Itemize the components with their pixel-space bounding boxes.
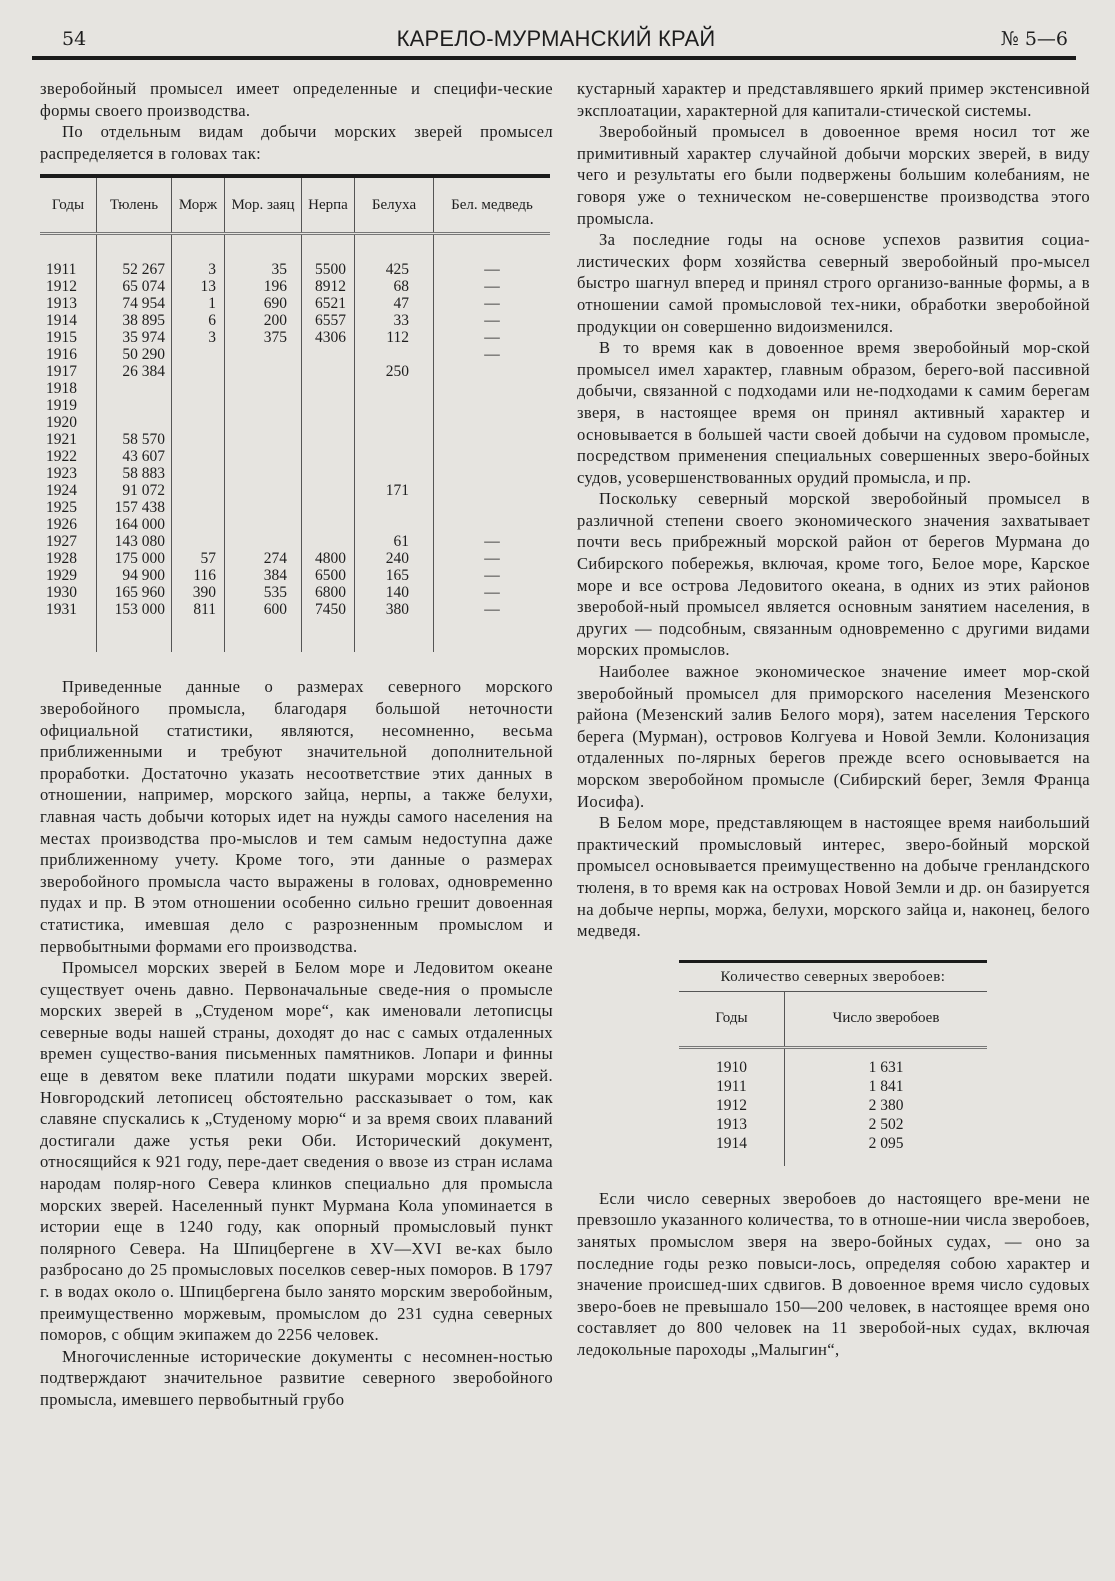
cell-year: 1911 [679, 1077, 785, 1096]
spacer-cell [302, 234, 355, 262]
body-paragraph: кустарный характер и представлявшего яркий пример экстенсивной эксплоатации, характерной для капитали-стической системы. [577, 79, 1090, 120]
cell-polar-bear: — [484, 278, 500, 296]
table-row [40, 465, 550, 482]
cell-polar-bear [434, 516, 551, 533]
cell-year: 1924 [40, 482, 97, 499]
table-row [40, 363, 550, 380]
cell-walrus [172, 533, 225, 550]
spacer-cell [97, 618, 172, 652]
cell-polar-bear: — [484, 533, 500, 551]
running-header [36, 24, 1076, 60]
cell-seal: 52 267 [97, 261, 172, 278]
table-caption: Количество северных зверобоев: [679, 960, 987, 992]
cell-year: 1927 [40, 533, 97, 550]
cell-ringed-seal [302, 516, 355, 533]
cell-year: 1913 [40, 295, 97, 312]
cell-polar-bear: — [484, 584, 500, 602]
cell-year: 1923 [40, 465, 97, 482]
cell-polar-bear [434, 482, 551, 499]
spacer-cell [225, 234, 302, 262]
cell-polar-bear: — [484, 312, 500, 330]
cell-polar-bear: — [484, 601, 500, 619]
cell-year: 1931 [40, 601, 97, 618]
cell-ringed-seal [302, 380, 355, 397]
spacer-cell [40, 618, 97, 652]
table-row [40, 414, 550, 431]
cell-year: 1920 [40, 414, 97, 431]
cell-ringed-seal: 4306 [302, 329, 355, 346]
cell-bearded-seal [225, 533, 302, 550]
table-row [679, 1077, 987, 1096]
cell-ringed-seal: 6557 [302, 312, 355, 329]
cell-beluga [355, 397, 434, 414]
column-header-bearded-seal: Мор. заяц [225, 176, 302, 234]
issue-number: № 5—6 [1000, 28, 1068, 50]
cell-polar-bear: — [484, 550, 500, 568]
cell-polar-bear [434, 499, 551, 516]
table-row [40, 380, 550, 397]
cell-beluga [355, 499, 434, 516]
column-header-polar-bear: Бел. медведь [434, 176, 551, 234]
table-row [40, 601, 550, 618]
body-paragraph: Многочисленные исторические документы с несомнен-ностью подтверждают значительное развитие северного зверобойного промысла, имевшего первобытный грубо [40, 1346, 553, 1409]
cell-seal [97, 380, 172, 397]
cell-bearded-seal [225, 363, 302, 380]
table-spacer-row [40, 618, 550, 652]
cell-walrus [172, 465, 225, 482]
cell-seal [97, 414, 172, 431]
cell-seal: 58 570 [97, 431, 172, 448]
table-row [40, 261, 550, 278]
cell-polar-bear [434, 363, 551, 380]
table-row [40, 550, 550, 567]
cell-polar-bear: — [484, 261, 500, 279]
cell-polar-bear: — [484, 567, 500, 585]
spacer-cell [40, 234, 97, 262]
cell-walrus: 3 [172, 329, 225, 346]
cell-polar-bear [434, 431, 551, 448]
cell-walrus [172, 414, 225, 431]
cell-bearded-seal [225, 414, 302, 431]
cell-ringed-seal [302, 346, 355, 363]
cell-bearded-seal: 274 [225, 550, 302, 567]
cell-seal: 74 954 [97, 295, 172, 312]
hunters-count-table [679, 992, 987, 1166]
cell-bearded-seal [225, 499, 302, 516]
cell-ringed-seal: 7450 [302, 601, 355, 618]
spacer-cell [434, 618, 551, 652]
right-column [577, 78, 1090, 1361]
cell-beluga [355, 414, 434, 431]
cell-beluga: 165 [355, 567, 434, 584]
table-body [679, 1047, 987, 1166]
cell-year: 1926 [40, 516, 97, 533]
cell-bearded-seal [225, 431, 302, 448]
cell-walrus [172, 346, 225, 363]
column-header-years: Годы [679, 992, 785, 1048]
cell-hunters: 2 095 [868, 1134, 904, 1152]
cell-ringed-seal [302, 363, 355, 380]
cell-beluga: 380 [355, 601, 434, 618]
cell-bearded-seal: 600 [225, 601, 302, 618]
cell-ringed-seal [302, 448, 355, 465]
cell-ringed-seal: 4800 [302, 550, 355, 567]
cell-seal: 91 072 [97, 482, 172, 499]
cell-bearded-seal [225, 516, 302, 533]
cell-year: 1918 [40, 380, 97, 397]
cell-seal: 165 960 [97, 584, 172, 601]
cell-polar-bear: — [484, 346, 500, 364]
cell-walrus [172, 448, 225, 465]
cell-year: 1922 [40, 448, 97, 465]
column-header-seal: Тюлень [97, 176, 172, 234]
cell-walrus: 1 [172, 295, 225, 312]
cell-hunters: 2 380 [868, 1096, 904, 1114]
cell-bearded-seal: 375 [225, 329, 302, 346]
spacer-cell [355, 234, 434, 262]
left-column [40, 78, 553, 1411]
table-row [40, 431, 550, 448]
table-row [40, 312, 550, 329]
cell-ringed-seal: 5500 [302, 261, 355, 278]
cell-seal: 157 438 [97, 499, 172, 516]
spacer-cell [355, 618, 434, 652]
intro-paragraph: По отдельным видам добычи морских зверей промысел распределяется в головах так: [40, 122, 553, 163]
cell-year: 1916 [40, 346, 97, 363]
table-row [40, 516, 550, 533]
cell-year: 1915 [40, 329, 97, 346]
table-row [679, 1115, 987, 1134]
cell-walrus: 57 [172, 550, 225, 567]
cell-year: 1919 [40, 397, 97, 414]
column-header-years: Годы [40, 176, 97, 234]
cell-walrus [172, 499, 225, 516]
cell-beluga: 250 [355, 363, 434, 380]
cell-seal: 143 080 [97, 533, 172, 550]
cell-ringed-seal [302, 499, 355, 516]
table-row [40, 482, 550, 499]
cell-bearded-seal: 384 [225, 567, 302, 584]
cell-year: 1910 [679, 1047, 785, 1077]
cell-bearded-seal [225, 482, 302, 499]
table-row [40, 346, 550, 363]
cell-hunters: 2 502 [868, 1115, 904, 1133]
cell-year: 1930 [40, 584, 97, 601]
cell-ringed-seal [302, 533, 355, 550]
cell-beluga [355, 448, 434, 465]
body-paragraph: Если число северных зверобоев до настоящего вре-мени не превзошло указанного количества, то в отноше-нии числа зверобоев, занятых промыслом зверя на зверо-бойных судах, — оно за последние годы резко повыси-лось, определяя собою характер и значение происшед-ших сдвигов. В довоенное время число судовых зверо-боев не превышало 150—200 человек, в настоящее время оно составляет до 800 человек на 11 зверобой-ных судах, включая ледокольные пароходы „Малыгин“, [577, 1188, 1090, 1359]
cell-beluga [355, 431, 434, 448]
cell-walrus: 811 [172, 601, 225, 618]
cell-bearded-seal: 200 [225, 312, 302, 329]
spacer-cell [434, 234, 551, 262]
cell-seal: 164 000 [97, 516, 172, 533]
column-header-hunters: Число зверобоев [785, 992, 988, 1048]
body-paragraph: Промысел морских зверей в Белом море и Ледовитом океане существует очень давно. Первоначальные сведе-ния о промысле морских зверей в „Студеном море“, как именовали летописцы северные воды нашей страны, доходят до нас с самых отдаленных времен существо-вания письменных памятников. Лопари и финны еще в девятом веке платили подати шкурами морских зверей. Новгородский летописец обстоятельно рассказывает о том, как славяне спускались к „Студеному морю“ и за время своих плаваний достигали даже устья реки Оби. Исторический документ, относящийся к 921 году, пере-дает сведения о ввозе из стран ислама народам поляр-ного Севера клинков специально для промысла морских зверей. Населенный пункт Мурмана Кола упоминается в истории еще в 1240 году, как опорный промысловый пункт полярного Севера. На Шпицбергене в XV—XVI ве-ках было разбросано до 25 промысловых поселков север-ных поморов. В 1797 г. в водах около о. Шпицбергена было занято морским зверобойным, преимущественно моржевым, промыслом до 231 судна северных поморов, с общим экипажем до 2256 человек. [40, 958, 553, 1345]
table-row [40, 448, 550, 465]
spacer-cell [172, 618, 225, 652]
table-row [40, 278, 550, 295]
cell-walrus: 6 [172, 312, 225, 329]
cell-beluga: 171 [355, 482, 434, 499]
table-body [40, 234, 550, 653]
table-row [679, 1134, 987, 1166]
cell-walrus [172, 431, 225, 448]
cell-beluga: 425 [355, 261, 434, 278]
body-paragraph: В то время как в довоенное время зверобойный мор-ской промысел имел характер, главным образом, берего-вой пассивной добычи, связанной с подходами или не-подходами к самим берегам зверя, в настоящее время он принял активный характер и основывается в большей части своей добычи на судовом промысле, посредством применения специальных совершенных зверо-бойных судов, усовершенствованных орудий промысла, и пр. [577, 338, 1090, 487]
cell-ringed-seal: 6521 [302, 295, 355, 312]
table-row [679, 1096, 987, 1115]
column-header-beluga: Белуха [355, 176, 434, 234]
cell-polar-bear [434, 397, 551, 414]
cell-year: 1914 [40, 312, 97, 329]
cell-hunters: 1 631 [868, 1058, 904, 1076]
cell-polar-bear [434, 414, 551, 431]
body-paragraph: Приведенные данные о размерах северного морского зверобойного промысла, благодаря большой неточности официальной статистики, являются, несомненно, весьма приближенными и требуют значительной дополнительной проработки. Достаточно указать несоответствие этих данных в отношении, например, морского зайца, нерпы, а также белухи, главная часть добычи которых идет на нужды самого населения на местах производства про-мыслов и тем самым недоступна даже приближенному учету. Кроме того, эти данные о размерах зверобойного промысла часто выражены в головах, одновременно пудах и пр. В этом отношении особенно сильно грешит довоенная статистика, имевшая дело с разрозненным промыслом и первобытными формами его производства. [40, 677, 553, 956]
table-spacer-row [40, 234, 550, 262]
table-row [40, 584, 550, 601]
cell-year: 1912 [40, 278, 97, 295]
cell-seal: 94 900 [97, 567, 172, 584]
body-paragraph: В Белом море, представляющем в настоящее время наибольший практический промысловый интерес, зверо-бойный морской промысел основывается преимущественно на добыче гренландского тюленя, в то время как на островах Новой Земли и др. он базируется на добыче нерпы, моржа, белухи, морского зайца и, наконец, белого медведя. [577, 813, 1090, 941]
cell-walrus [172, 380, 225, 397]
cell-walrus [172, 482, 225, 499]
cell-beluga: 47 [355, 295, 434, 312]
cell-beluga: 68 [355, 278, 434, 295]
table-row [40, 567, 550, 584]
cell-year: 1917 [40, 363, 97, 380]
table-row [40, 533, 550, 550]
cell-beluga: 240 [355, 550, 434, 567]
cell-bearded-seal: 535 [225, 584, 302, 601]
table-header-row [40, 176, 550, 234]
body-paragraph: Поскольку северный морской зверобойный промысел в различной степени своего экономического значения захватывает почти весь прибрежный морской район от берегов Мурмана до Сибирского побережья, включая, кроме того, Белое море, Карское море и все острова Ледовитого океана, в одних из этих районов зверобой-ный промысел является основным занятием населения, в других — подсобным, связанным одновременно с другими видами морских промыслов. [577, 489, 1090, 660]
cell-year: 1913 [679, 1115, 785, 1134]
cell-beluga [355, 346, 434, 363]
cell-bearded-seal: 690 [225, 295, 302, 312]
cell-polar-bear [434, 448, 551, 465]
table-row [40, 397, 550, 414]
cell-seal: 175 000 [97, 550, 172, 567]
spacer-cell [97, 234, 172, 262]
cell-ringed-seal [302, 431, 355, 448]
cell-polar-bear: — [484, 295, 500, 313]
cell-walrus: 390 [172, 584, 225, 601]
table-row [679, 1047, 987, 1077]
cell-seal: 58 883 [97, 465, 172, 482]
cell-ringed-seal [302, 397, 355, 414]
spacer-cell [302, 618, 355, 652]
cell-bearded-seal [225, 448, 302, 465]
table-row [40, 329, 550, 346]
cell-year: 1925 [40, 499, 97, 516]
cell-ringed-seal: 6500 [302, 567, 355, 584]
hunters-count-table-block [679, 960, 987, 1166]
cell-seal [97, 397, 172, 414]
cell-walrus: 3 [172, 261, 225, 278]
cell-bearded-seal [225, 380, 302, 397]
cell-seal: 26 384 [97, 363, 172, 380]
cell-seal: 50 290 [97, 346, 172, 363]
cell-ringed-seal: 6800 [302, 584, 355, 601]
column-header-walrus: Морж [172, 176, 225, 234]
cell-year: 1929 [40, 567, 97, 584]
cell-beluga [355, 380, 434, 397]
cell-beluga: 140 [355, 584, 434, 601]
cell-year: 1928 [40, 550, 97, 567]
column-header-ringed-seal: Нерпа [302, 176, 355, 234]
table-row [40, 499, 550, 516]
cell-ringed-seal [302, 414, 355, 431]
cell-bearded-seal [225, 465, 302, 482]
body-paragraph: Зверобойный промысел в довоенное время носил тот же примитивный характер случайной добычи морских зверей, в виду чего и результаты его были подвержены большим колебаниям, не говоря уже о техническом не-совершенстве производства этого промысла. [577, 122, 1090, 228]
cell-year: 1911 [40, 261, 97, 278]
cell-beluga: 61 [355, 533, 434, 550]
cell-bearded-seal: 35 [225, 261, 302, 278]
journal-title: КАРЕЛО-МУРМАНСКИЙ КРАЙ [396, 26, 716, 51]
cell-polar-bear: — [484, 329, 500, 347]
spacer-cell [225, 618, 302, 652]
catch-by-species-table [40, 174, 550, 652]
cell-ringed-seal: 8912 [302, 278, 355, 295]
cell-walrus [172, 363, 225, 380]
cell-bearded-seal: 196 [225, 278, 302, 295]
cell-bearded-seal [225, 397, 302, 414]
body-paragraph: Наиболее важное экономическое значение имеет мор-ской зверобойный промысел для приморского населения Мезенского района (Мезенский залив Белого моря), затем населения Терского берега (Мурман), островов Колгуева и Новой Земли. Колонизация отдаленных по-лярных берегов прежде всего основывается на морском зверобойном промысле (Сибирский берег, Земля Франца Иосифа). [577, 662, 1090, 811]
cell-beluga: 112 [355, 329, 434, 346]
cell-beluga [355, 465, 434, 482]
intro-paragraph: зверобойный промысел имеет определенные и специфи-ческие формы своего производства. [40, 79, 553, 120]
cell-walrus [172, 516, 225, 533]
cell-seal: 65 074 [97, 278, 172, 295]
cell-seal: 43 607 [97, 448, 172, 465]
cell-seal: 153 000 [97, 601, 172, 618]
cell-ringed-seal [302, 482, 355, 499]
table-header-row [679, 992, 987, 1048]
cell-year: 1921 [40, 431, 97, 448]
table-row [40, 295, 550, 312]
cell-polar-bear [434, 380, 551, 397]
cell-polar-bear [434, 465, 551, 482]
cell-seal: 38 895 [97, 312, 172, 329]
cell-walrus: 116 [172, 567, 225, 584]
spacer-cell [172, 234, 225, 262]
cell-hunters: 1 841 [868, 1077, 904, 1095]
cell-beluga: 33 [355, 312, 434, 329]
cell-year: 1912 [679, 1096, 785, 1115]
cell-ringed-seal [302, 465, 355, 482]
body-paragraph: За последние годы на основе успехов развития социа-листических форм хозяйства северный зверобойный про-мысел быстро шагнул вперед и принял строго организо-ванные формы, а в отношении самой промысловой тех-ники, обработки зверобойной продукции он совершенно видоизменился. [577, 230, 1090, 336]
cell-walrus [172, 397, 225, 414]
page-number: 54 [62, 28, 87, 50]
cell-year: 1914 [679, 1134, 785, 1166]
cell-bearded-seal [225, 346, 302, 363]
header-rule-tick [32, 56, 50, 60]
cell-beluga [355, 516, 434, 533]
cell-walrus: 13 [172, 278, 225, 295]
cell-seal: 35 974 [97, 329, 172, 346]
